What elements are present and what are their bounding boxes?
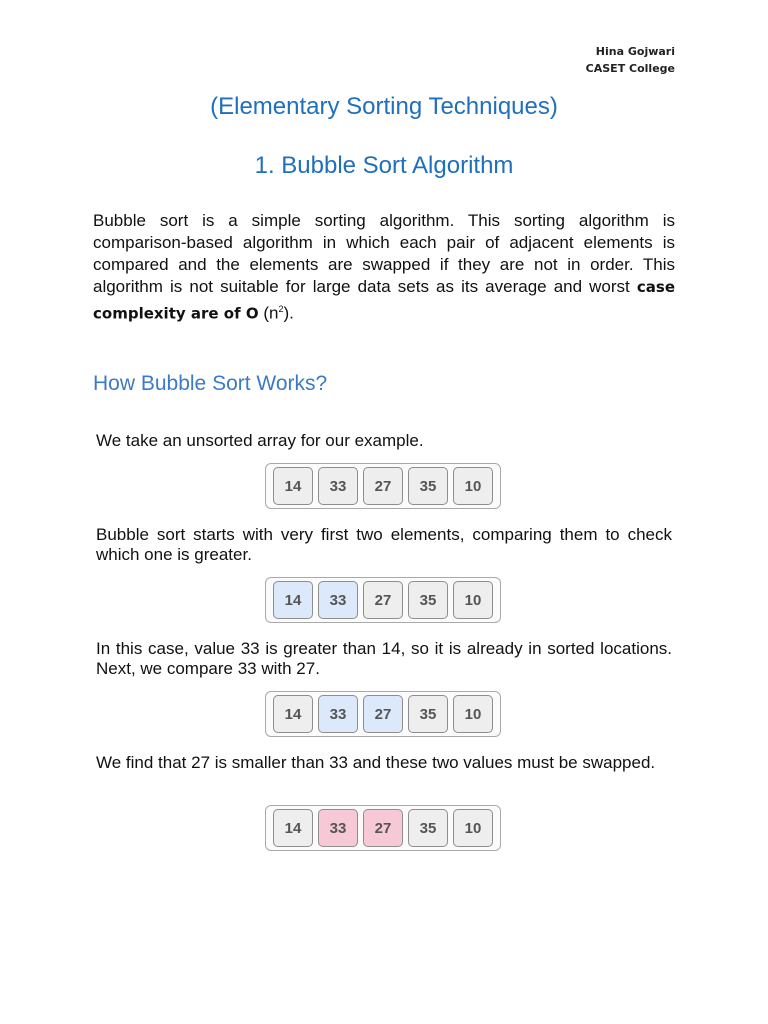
intro-text: Bubble sort is a simple sorting algorithm. This sorting algorithm is comparison-based algorithm in which each pair of adjacent elements is compared and the elements are swapped if they are not in order. This algorithm is not suitable for large data sets as its average and worst	[93, 211, 675, 296]
step-1-text: We take an unsorted array for our example.	[96, 431, 424, 450]
section-heading: How Bubble Sort Works?	[93, 372, 328, 395]
array-cell: 14	[273, 695, 313, 733]
array-diagram-3	[265, 691, 501, 737]
array-cell: 35	[408, 581, 448, 619]
array-cell: 10	[453, 467, 493, 505]
array-cell: 14	[273, 581, 313, 619]
algorithm-title: 1. Bubble Sort Algorithm	[254, 152, 514, 179]
array-cell: 10	[453, 581, 493, 619]
intro-paragraph	[93, 210, 675, 325]
array-cell: 33	[318, 467, 358, 505]
array-cell: 10	[453, 695, 493, 733]
array-diagram-4	[265, 805, 501, 851]
array-cell: 33	[318, 695, 358, 733]
step-3-text: In this case, value 33 is greater than 14, so it is already in sorted locations. Next, we compare 33 with 27.	[96, 639, 672, 678]
array-cell: 14	[273, 467, 313, 505]
array-cell: 27	[363, 581, 403, 619]
array-cell: 27	[363, 695, 403, 733]
step-2-text: Bubble sort starts with very first two elements, comparing them to check which one is greater.	[96, 525, 672, 564]
intro-superscript: 2	[278, 304, 284, 314]
array-cell: 35	[408, 467, 448, 505]
array-diagram-1	[265, 463, 501, 509]
array-cell: 35	[408, 695, 448, 733]
intro-tail-pre: (n	[258, 303, 279, 323]
intro-bold-text: case complexity are of O	[93, 278, 675, 323]
intro-tail-post: ).	[283, 303, 294, 323]
college-name: CASET College	[585, 62, 675, 75]
page-title: (Elementary Sorting Techniques)	[210, 93, 558, 120]
array-cell: 14	[273, 809, 313, 847]
array-cell: 10	[453, 809, 493, 847]
array-cell: 27	[363, 809, 403, 847]
array-diagram-2	[265, 577, 501, 623]
array-cell: 27	[363, 467, 403, 505]
author-block	[586, 43, 675, 77]
author-name: Hina Gojwari	[595, 45, 675, 58]
array-cell: 33	[318, 809, 358, 847]
array-cell: 33	[318, 581, 358, 619]
step-4-text: We find that 27 is smaller than 33 and these two values must be swapped.	[96, 753, 656, 772]
array-cell: 35	[408, 809, 448, 847]
